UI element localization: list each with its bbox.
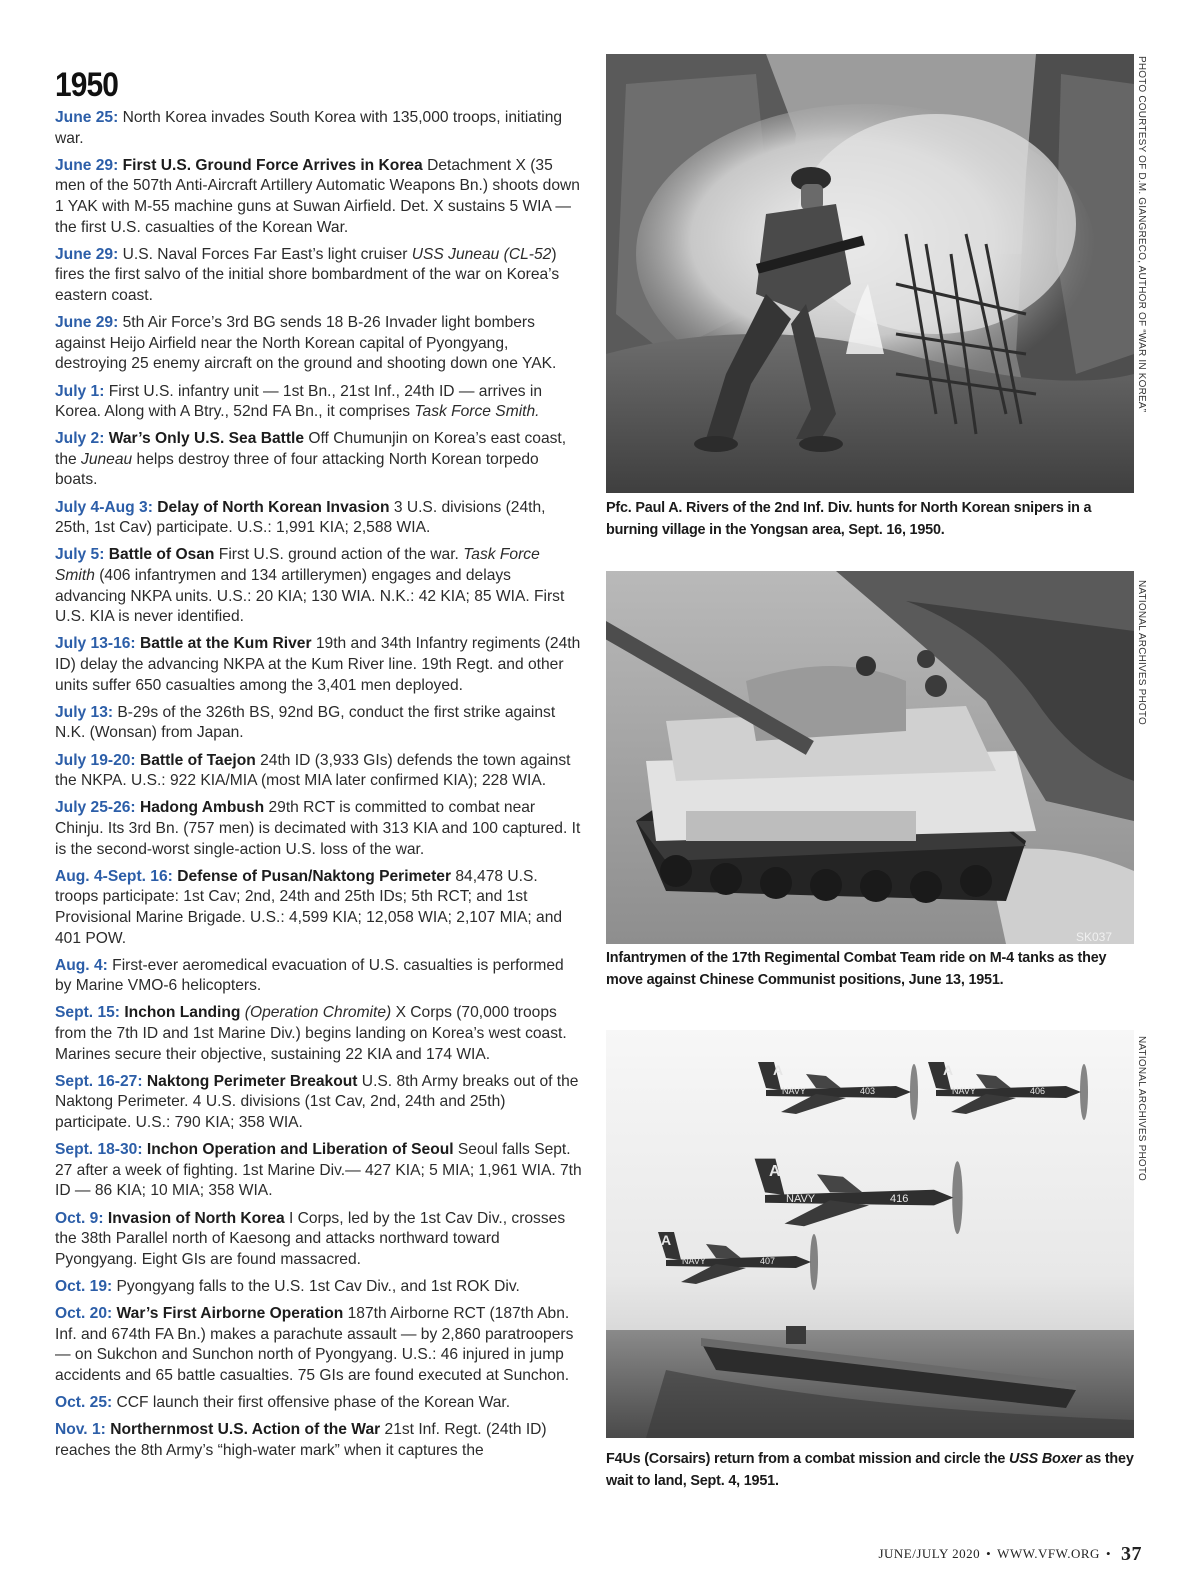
entry-text: First-ever aeromedical evacuation of U.S. casualties is performed by Marine VMO-6 helicopters.: [55, 956, 564, 995]
entry-text: helps destroy three of four attacking North Korean torpedo boats.: [55, 450, 539, 489]
entry-text: Off Chumunjin on Korea’s east coast, the: [55, 430, 567, 468]
entry-text: ) fires the first salvo of the initial shore bombardment of the war on Korea’s eastern coast.: [55, 245, 560, 304]
entry-text: CCF launch their first offensive phase of the Korean War.: [112, 1394, 511, 1412]
entry-date: June 25:: [55, 109, 119, 126]
entry-text: 24th ID (3,933 GIs) defends the town against the NKPA. U.S.: 922 KIA/MIA (most MIA later confirmed KIA); 228 WIA.: [55, 751, 571, 790]
entry-italic-text: USS Juneau (CL-52: [411, 245, 552, 263]
photo-1-credit: PHOTO COURTESY OF D.M. GIANGRECO, AUTHOR OF “WAR IN KOREA”: [1136, 56, 1147, 413]
entry-italic-text: Task Force Smith: [55, 546, 540, 585]
timeline-entry: [55, 1209, 583, 1271]
entry-text: First U.S. ground action of the war.: [214, 546, 464, 564]
timeline-entry: [55, 1420, 583, 1461]
entry-date: Oct. 25:: [55, 1394, 113, 1412]
entry-headline: Delay of North Korean Invasion: [157, 498, 390, 516]
entry-text: Detachment X (35 men of the 507th Anti-Aircraft Artillery Automatic Weapons Bn.) shoots down 1 YAK with M-55 machine guns at Suwan Airfield. Det. X sustains 5 WIA — the first U.S. casualties of the Korean War.: [55, 156, 580, 236]
plane-2-navy: NAVY: [952, 1086, 976, 1096]
timeline-entry: [55, 429, 583, 491]
timeline-entry: [55, 751, 583, 792]
entry-text: (406 infantrymen and 134 artillerymen) engages and delays advancing NKPA units. U.S.: 20 KIA; 130 WIA. N.K.: 42 KIA; 85 WIA. First U.S. KIA is never identified.: [55, 567, 565, 626]
plane-1-navy: NAVY: [782, 1086, 806, 1096]
entry-headline: Inchon Operation and Liberation of Seoul: [146, 1141, 454, 1159]
entry-text: B-29s of the 326th BS, 92nd BG, conduct the first strike against N.K. (Wonsan) from Japan.: [55, 703, 556, 742]
page-number: 37: [1121, 1543, 1142, 1565]
entry-headline: First U.S. Ground Force Arrives in Korea: [122, 156, 423, 174]
plane-4-navy: NAVY: [682, 1256, 706, 1266]
timeline: [55, 108, 583, 1468]
entry-date: Sept. 16-27:: [55, 1072, 143, 1090]
timeline-entry: [55, 867, 583, 949]
entry-text: 84,478 U.S. troops participate: 1st Cav; 2nd, 24th and 25th IDs; 5th RCT; and 1st Provisional Marine Brigade. U.S.: 4,599 KIA; 12,058 WIA; 2,107 MIA; and 401 POW.: [55, 867, 563, 947]
photo-3-caption-ship: USS Boxer: [1009, 1451, 1082, 1467]
entry-headline: Invasion of North Korea: [107, 1209, 285, 1227]
timeline-entry: [55, 382, 583, 423]
page-folio: [878, 1543, 1142, 1566]
entry-date: July 19-20:: [55, 751, 136, 769]
timeline-entry: [55, 703, 583, 744]
timeline-entry: [55, 245, 583, 307]
entry-date: July 4-Aug 3:: [55, 498, 153, 516]
entry-date: June 29:: [55, 245, 119, 263]
entry-date: Oct. 20:: [55, 1305, 113, 1323]
entry-date: Sept. 18-30:: [55, 1141, 143, 1159]
entry-date: Sept. 15:: [55, 1004, 120, 1022]
plane-3-navy: NAVY: [786, 1193, 816, 1205]
entry-italic-text: Juneau: [81, 450, 133, 468]
timeline-entry: [55, 156, 583, 238]
folio-separator-2: •: [1105, 1546, 1111, 1561]
entry-headline: Battle at the Kum River: [139, 635, 312, 653]
photo-2-caption: Infantrymen of the 17th Regimental Combat Team ride on M-4 tanks as they move against Chinese Communist positions, June 13, 1951.: [606, 950, 1107, 988]
entry-text: 5th Air Force’s 3rd BG sends 18 B-26 Invader light bombers against Heijo Airfield near the North Korean capital of Pyongyang, destroying 25 enemy aircraft on the ground and shooting down one YAK.: [55, 314, 557, 373]
photo-m4-tank: [606, 571, 1134, 944]
plane-3-number: 416: [890, 1193, 909, 1205]
entry-date: Oct. 9:: [55, 1209, 104, 1227]
photo-3-credit: NATIONAL ARCHIVES PHOTO: [1136, 1036, 1147, 1182]
folio-site[interactable]: WWW.VFW.ORG: [997, 1546, 1100, 1561]
plane-2-number: 406: [1030, 1086, 1046, 1096]
photo-corsairs-boxer: [606, 1030, 1134, 1438]
entry-date: June 29:: [55, 156, 119, 174]
entry-date: July 25-26:: [55, 799, 136, 817]
timeline-entry: [55, 798, 583, 860]
entry-text: North Korea invades South Korea with 135,000 troops, initiating war.: [55, 109, 563, 147]
entry-text: Pyongyang falls to the U.S. 1st Cav Div., and 1st ROK Div.: [112, 1277, 520, 1295]
entry-date: July 2:: [55, 430, 105, 448]
entry-text: 3 U.S. divisions (24th, 25th, 1st Cav) participate. U.S.: 1,991 KIA; 2,588 WIA.: [55, 498, 546, 537]
photo-3-caption: [606, 1448, 1136, 1492]
entry-date: Nov. 1:: [55, 1421, 106, 1439]
entry-italic-text: (Operation Chromite): [244, 1004, 392, 1022]
entry-text: 29th RCT is committed to combat near Chinju. Its 3rd Bn. (757 men) is decimated with 313 KIA and 100 captured. It is the second-worst single-action U.S. loss of the war.: [55, 799, 581, 858]
entry-date: July 5:: [55, 546, 105, 564]
plane-1-number: 403: [860, 1086, 876, 1096]
entry-text: 187th Airborne RCT (187th Abn. Inf. and 674th FA Bn.) makes a parachute assault — by 2,860 paratroopers — on Sukchon and Sunchon north of Pyongyang. U.S.: 46 injured in jump accidents and 65 battle casualties. 75 GIs are found executed at Sunchon.: [55, 1305, 574, 1384]
entry-headline: Inchon Landing: [124, 1004, 241, 1022]
entry-italic-text: Task Force Smith.: [414, 403, 540, 421]
plane-4-letter: A: [661, 1232, 672, 1248]
entry-headline: Naktong Perimeter Breakout: [146, 1072, 358, 1090]
entry-date: July 13:: [55, 703, 114, 721]
entry-date: Aug. 4:: [55, 956, 108, 974]
year-heading: 1950: [55, 66, 119, 104]
entry-text: 19th and 34th Infantry regiments (24th ID) delay the advancing NKPA at the Kum River line. 19th Regt. and other units suffer 650 casualties among the 3,401 men deployed.: [55, 635, 581, 694]
photo-1-caption: Pfc. Paul A. Rivers of the 2nd Inf. Div. hunts for North Korean snipers in a burning village in the Yongsan area, Sept. 16, 1950.: [606, 500, 1092, 538]
entry-headline: War’s First Airborne Operation: [116, 1305, 344, 1323]
entry-text: I Corps, led by the 1st Cav Div., crosses the 38th Parallel north of Kaesong and attacks northward toward Pyongyang. Eight GIs are found massacred.: [55, 1209, 566, 1268]
entry-date: July 13-16:: [55, 635, 136, 653]
timeline-entry: [55, 1140, 583, 1202]
photo-3-caption-post: as they wait to land, Sept. 4, 1951.: [606, 1451, 1134, 1489]
timeline-entry: [55, 1393, 583, 1414]
entry-date: Oct. 19:: [55, 1277, 113, 1295]
timeline-entry: [55, 545, 583, 627]
entry-headline: Northernmost U.S. Action of the War: [110, 1421, 381, 1439]
plane-3-letter: A: [769, 1163, 781, 1180]
entry-date: Aug. 4-Sept. 16:: [55, 867, 173, 885]
plane-2-letter: A: [943, 1062, 954, 1078]
photo-soldier-village: [606, 54, 1134, 493]
folio-issue: JUNE/JULY 2020: [878, 1546, 981, 1561]
folio-separator-1: •: [986, 1546, 992, 1561]
entry-date: July 1:: [55, 382, 105, 400]
entry-text: Seoul falls Sept. 27 after a week of fighting. 1st Marine Div.— 427 KIA; 5 MIA; 1,961 WIA. 7th ID — 86 KIA; 10 MIA; 358 WIA.: [55, 1141, 582, 1200]
photo-2-credit: NATIONAL ARCHIVES PHOTO: [1136, 580, 1147, 726]
plane-4-number: 407: [760, 1256, 776, 1266]
entry-text: U.S. Naval Forces Far East’s light cruiser: [118, 245, 412, 263]
timeline-entry: [55, 498, 583, 539]
timeline-entry: [55, 956, 583, 997]
entry-text: First U.S. infantry unit — 1st Bn., 21st Inf., 24th ID — arrives in Korea. Along with A Btry., 52nd FA Bn., it comprises: [55, 382, 543, 421]
timeline-entry: [55, 1072, 583, 1134]
timeline-entry: [55, 313, 583, 375]
entry-text: U.S. 8th Army breaks out of the Naktong Perimeter. 4 U.S. divisions (1st Cav, 2nd, 24th and 25th) participate. U.S.: 790 KIA; 358 WIA.: [55, 1072, 579, 1132]
entry-text: X Corps (70,000 troops from the 7th ID and 1st Marine Div.) begins landing on Korea’s west coast. Marines secure their objective, sustaining 22 KIA and 174 WIA.: [55, 1004, 567, 1063]
photo-3-caption-pre: F4Us (Corsairs) return from a combat mission and circle the: [606, 1451, 1010, 1467]
timeline-entry: [55, 108, 583, 149]
timeline-entry: [55, 1277, 583, 1298]
entry-headline: Hadong Ambush: [139, 799, 265, 817]
timeline-entry: [55, 634, 583, 696]
entry-headline: Defense of Pusan/Naktong Perimeter: [177, 867, 452, 885]
timeline-entry: [55, 1304, 583, 1386]
entry-text: 21st Inf. Regt. (24th ID) reaches the 8th Army’s “high-water mark” when it captures the: [55, 1421, 547, 1459]
entry-date: June 29:: [55, 314, 119, 332]
plane-1-letter: A: [773, 1062, 784, 1078]
entry-headline: Battle of Osan: [108, 546, 215, 564]
timeline-entry: [55, 1003, 583, 1065]
entry-headline: War’s Only U.S. Sea Battle: [108, 430, 305, 448]
entry-headline: Battle of Taejon: [139, 751, 256, 769]
tank-photo-marking: SK037: [1076, 930, 1113, 944]
